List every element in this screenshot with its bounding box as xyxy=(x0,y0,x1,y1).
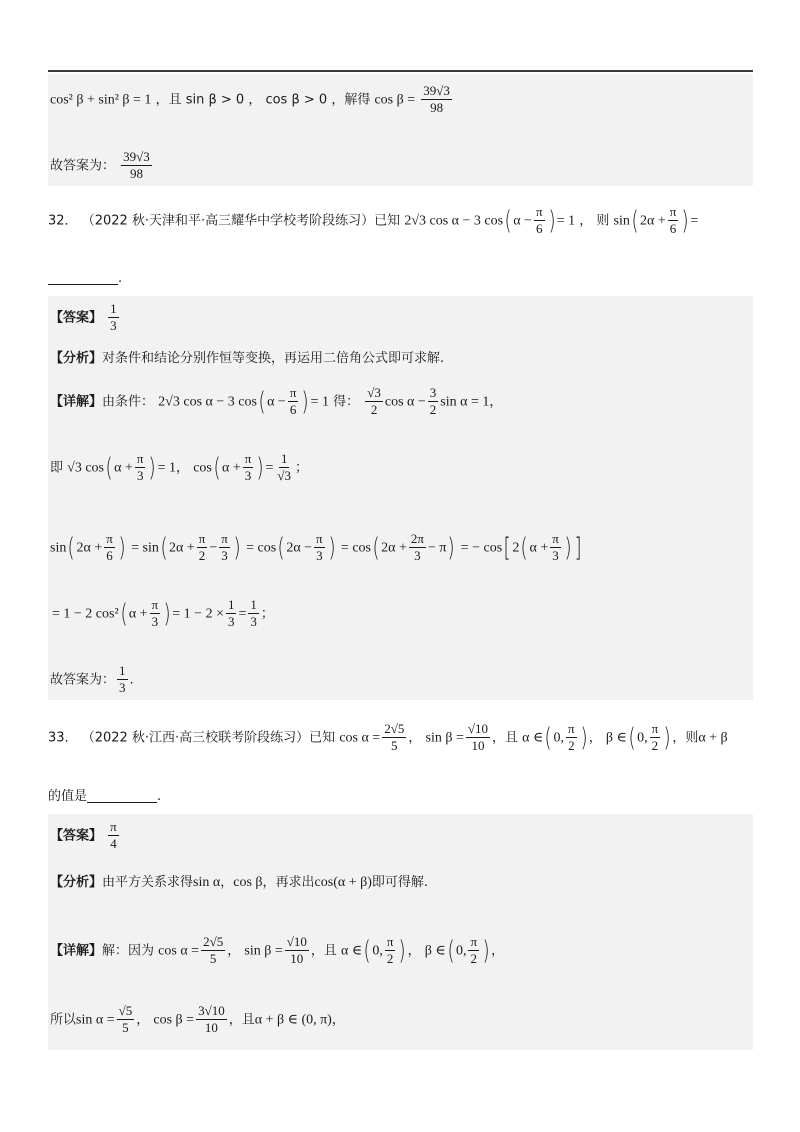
condition-text: ，且 sin β > 0 ， cos β > 0 ，解得 xyxy=(155,92,371,108)
q32-final-answer: 故答案为： $\frac{1}{3}$ . xyxy=(50,663,134,696)
question-number: 32． xyxy=(48,213,78,229)
fraction: $\frac{\pi}{6}$ xyxy=(535,204,543,237)
answer-fraction: $\frac{1}{3}$ xyxy=(110,301,117,334)
q33-detail-line2: 所以sin α = $\frac{√5}{5}$ ， cos β = $\frac{3√10}{10}$ ，且α + β ∈ (0, π)， xyxy=(50,1003,345,1036)
q32-detail-line3: = 1 − 2 cos²( α + $\frac{\pi}{3}$ ) = 1 − 2 × $\frac{1}{3}$ = $\frac{1}{3}$ ； xyxy=(52,597,274,630)
answer-label: 故答案为： xyxy=(50,158,116,174)
q32-detail-line1: 【详解】由条件： 2√3 cos α − 3 cos( α − $\frac{\pi}{6}$ ) = 1 得： $\frac{√3}{2}$ cos α − $\frac{3}{2}$ sin α = 1， xyxy=(50,385,503,418)
q33-blank-line: 的值是 . xyxy=(48,789,162,804)
question-source: （2022 秋·天津和平·高三耀华中学校考阶段练习）已知 xyxy=(81,213,401,229)
detail-tag: 【详解】 xyxy=(50,394,103,410)
q33-analysis-line: 【分析】由平方关系求得sin α，cos β，再求出cos(α + β)即可得解. xyxy=(50,875,429,890)
q33-answer-line xyxy=(50,820,121,852)
fraction: $\frac{\pi}{6}$ xyxy=(669,204,677,237)
answer-tag: 【答案】 xyxy=(50,310,103,326)
fraction: $\frac{39√3}{98}$ xyxy=(423,83,450,116)
answer-blank: . xyxy=(48,272,122,285)
question-number: 33． xyxy=(48,730,78,746)
identity-expr: cos² β + sin² β = 1 xyxy=(50,92,152,108)
question-source: （2022 秋·江西·高三校联考阶段练习）已知 xyxy=(81,730,336,746)
answer-tag: 【答案】 xyxy=(50,828,103,844)
top-divider xyxy=(48,70,753,72)
prev-answer-line xyxy=(50,150,154,182)
analysis-text: 对条件和结论分别作恒等变换，再运用二倍角公式即可求解. xyxy=(102,351,445,366)
q32-detail-line2: 即 √3 cos( α + $\frac{\pi}{3}$ ) = 1， cos( α + $\frac{\pi}{3}$ ) = $\frac{1}{√3}$ ； xyxy=(50,451,309,484)
answer-fraction: $\frac{\pi}{4}$ xyxy=(110,819,117,852)
prev-solution-line xyxy=(50,84,454,116)
q33-statement: 33． （2022 秋·江西·高三校联考阶段练习）已知 cos α = $\frac{2√5}{5}$ ， sin β = $\frac{√10}{10}$ ，且 α ∈( 0, $\frac{\pi}{2}$ ) ， β ∈( 0, $\frac{\pi}{2}$ ) ，则α + β xyxy=(48,721,728,754)
q33-detail-line1: 【详解】解：因为 cos α = $\frac{2√5}{5}$ ， sin β = $\frac{√10}{10}$ ，且 α ∈( 0, $\frac{\pi}{2}$ ) ， β ∈( 0, $\frac{\pi}{2}$ ) ， xyxy=(50,934,505,967)
analysis-tag: 【分析】 xyxy=(50,351,103,366)
q32-analysis-line xyxy=(50,352,444,365)
answer-fraction: $\frac{39√3}{98}$ xyxy=(123,149,150,182)
detail-tag: 【详解】 xyxy=(50,943,103,959)
q32-detail-chain: sin( 2α + $\frac{\pi}{6}$ ) = sin( 2α + $\frac{\pi}{2}$ − $\frac{\pi}{3}$ ) = cos( 2α − $\frac{\pi}{3}$ ) = cos( 2α + $\frac{2\pi}{3}$ − π) = − cos[ 2( α + $\frac{\pi}{3}$ ) ] xyxy=(50,531,582,564)
cos-beta-lhs: cos β = xyxy=(374,92,416,108)
q32-statement: 32． （2022 秋·天津和平·高三耀华中学校考阶段练习）已知 2√3 cos α − 3 cos( α − $\frac{\pi}{6}$ ) = 1 ， 则 sin( 2α + $\frac{\pi}{6}$ ) = xyxy=(48,204,699,237)
q32-answer-line xyxy=(50,302,121,334)
analysis-tag: 【分析】 xyxy=(50,875,103,890)
